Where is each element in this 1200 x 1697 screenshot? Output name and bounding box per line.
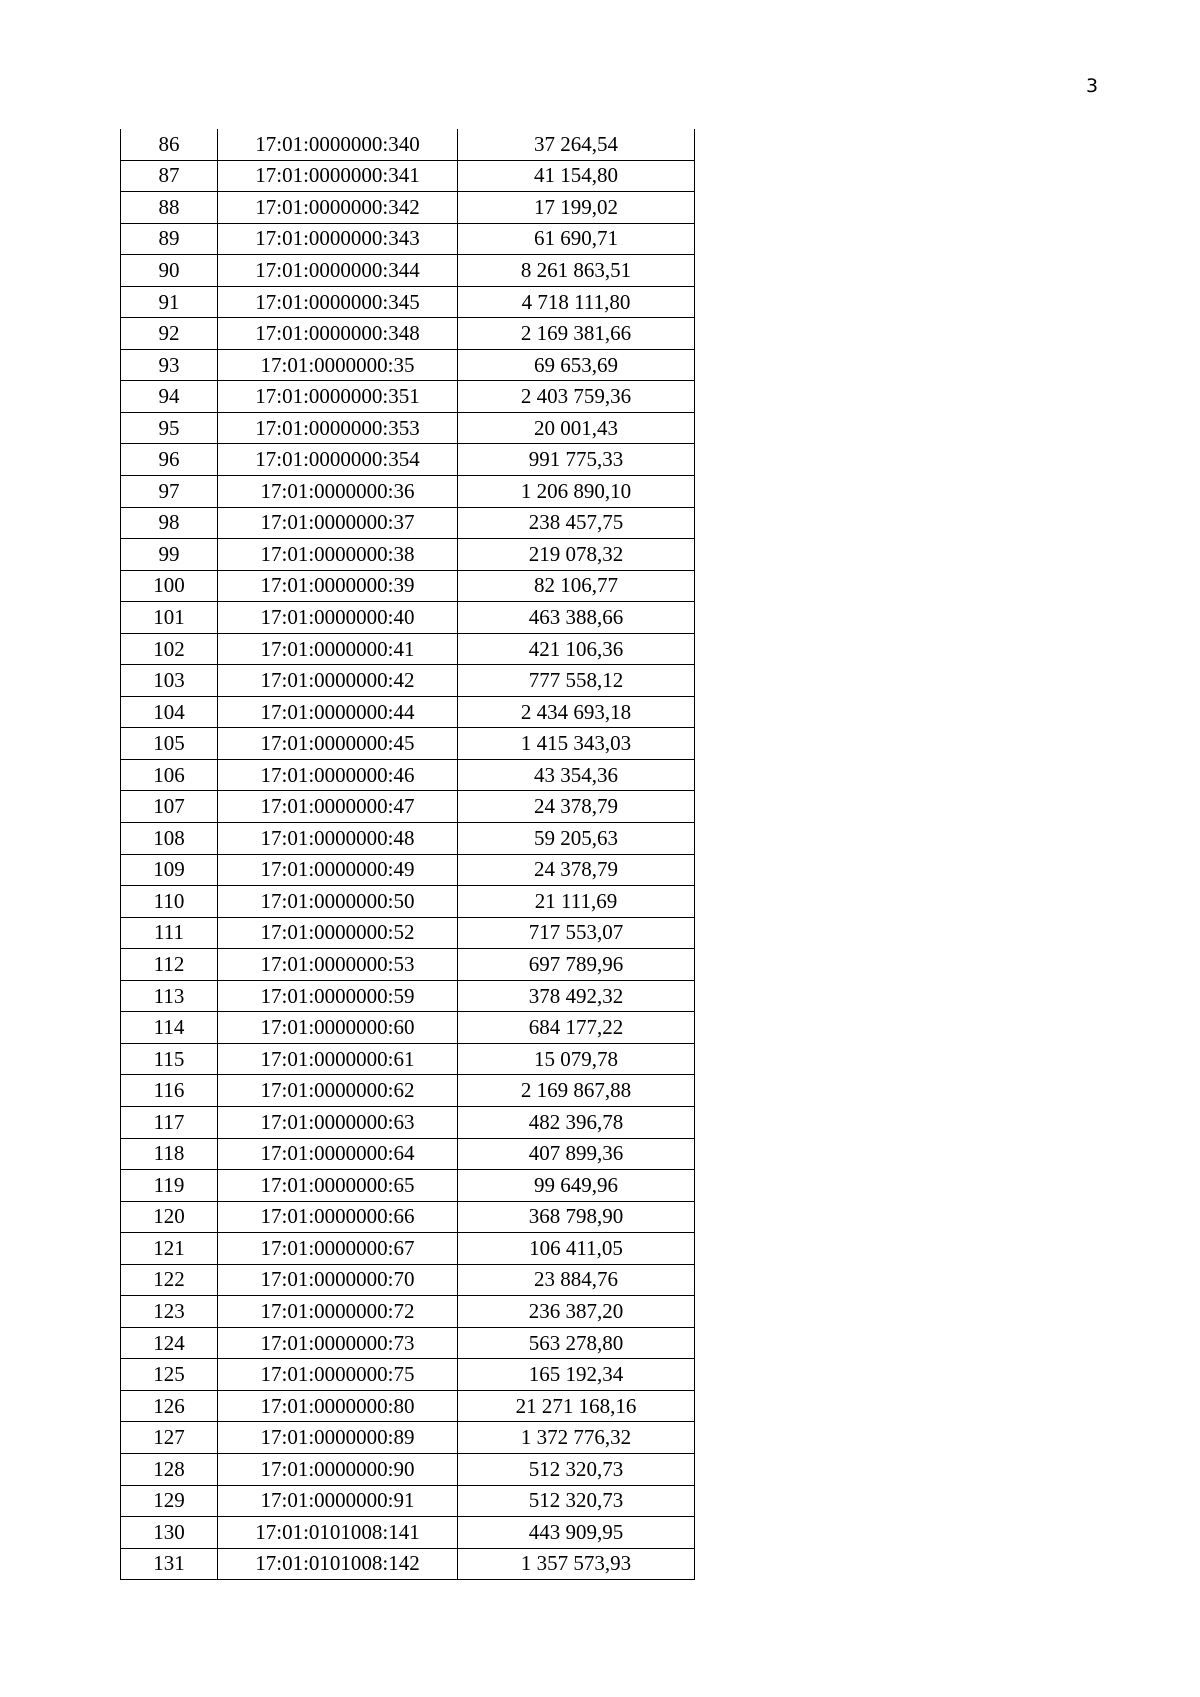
row-number-cell: 118 <box>121 1138 218 1170</box>
cadastral-number-cell: 17:01:0000000:345 <box>218 286 458 318</box>
cadastral-number-cell: 17:01:0000000:341 <box>218 160 458 192</box>
cadastral-value-cell: 59 205,63 <box>458 823 695 855</box>
table-row <box>121 949 695 981</box>
cadastral-number-cell: 17:01:0000000:72 <box>218 1296 458 1328</box>
cadastral-number-cell: 17:01:0000000:52 <box>218 917 458 949</box>
table-row <box>121 633 695 665</box>
cadastral-number-cell: 17:01:0000000:47 <box>218 791 458 823</box>
table-row <box>121 1453 695 1485</box>
cadastral-number-cell: 17:01:0000000:42 <box>218 665 458 697</box>
table-row <box>121 917 695 949</box>
cadastral-number-cell: 17:01:0000000:340 <box>218 129 458 160</box>
cadastral-value-table <box>120 129 695 1580</box>
cadastral-value-cell: 165 192,34 <box>458 1359 695 1391</box>
row-number-cell: 97 <box>121 476 218 508</box>
table-row <box>121 886 695 918</box>
row-number-cell: 125 <box>121 1359 218 1391</box>
table-row <box>121 1517 695 1549</box>
row-number-cell: 116 <box>121 1075 218 1107</box>
cadastral-number-cell: 17:01:0000000:59 <box>218 980 458 1012</box>
row-number-cell: 100 <box>121 570 218 602</box>
table-row <box>121 665 695 697</box>
table-row <box>121 192 695 224</box>
cadastral-number-cell: 17:01:0000000:354 <box>218 444 458 476</box>
cadastral-number-cell: 17:01:0000000:65 <box>218 1170 458 1202</box>
cadastral-number-cell: 17:01:0000000:70 <box>218 1264 458 1296</box>
cadastral-value-cell: 1 357 573,93 <box>458 1548 695 1580</box>
cadastral-value-cell: 69 653,69 <box>458 349 695 381</box>
cadastral-value-cell: 61 690,71 <box>458 223 695 255</box>
row-number-cell: 122 <box>121 1264 218 1296</box>
row-number-cell: 98 <box>121 507 218 539</box>
cadastral-number-cell: 17:01:0000000:64 <box>218 1138 458 1170</box>
cadastral-value-cell: 407 899,36 <box>458 1138 695 1170</box>
table-row <box>121 444 695 476</box>
cadastral-value-cell: 378 492,32 <box>458 980 695 1012</box>
cadastral-value-cell: 697 789,96 <box>458 949 695 981</box>
table-row <box>121 602 695 634</box>
cadastral-number-cell: 17:01:0000000:80 <box>218 1390 458 1422</box>
row-number-cell: 102 <box>121 633 218 665</box>
cadastral-number-cell: 17:01:0101008:142 <box>218 1548 458 1580</box>
cadastral-value-cell: 17 199,02 <box>458 192 695 224</box>
cadastral-number-cell: 17:01:0000000:351 <box>218 381 458 413</box>
cadastral-number-cell: 17:01:0000000:48 <box>218 823 458 855</box>
table-row <box>121 1390 695 1422</box>
cadastral-value-cell: 43 354,36 <box>458 759 695 791</box>
cadastral-number-cell: 17:01:0000000:60 <box>218 1012 458 1044</box>
table-row <box>121 1327 695 1359</box>
row-number-cell: 119 <box>121 1170 218 1202</box>
row-number-cell: 123 <box>121 1296 218 1328</box>
cadastral-number-cell: 17:01:0000000:36 <box>218 476 458 508</box>
cadastral-number-cell: 17:01:0000000:67 <box>218 1233 458 1265</box>
cadastral-value-cell: 236 387,20 <box>458 1296 695 1328</box>
table-row <box>121 1422 695 1454</box>
cadastral-value-cell: 41 154,80 <box>458 160 695 192</box>
table-row <box>121 160 695 192</box>
cadastral-value-cell: 8 261 863,51 <box>458 255 695 287</box>
cadastral-number-cell: 17:01:0000000:41 <box>218 633 458 665</box>
cadastral-value-cell: 24 378,79 <box>458 854 695 886</box>
cadastral-number-cell: 17:01:0000000:91 <box>218 1485 458 1517</box>
cadastral-value-cell: 2 169 867,88 <box>458 1075 695 1107</box>
row-number-cell: 95 <box>121 412 218 444</box>
table-row <box>121 223 695 255</box>
cadastral-value-cell: 2 169 381,66 <box>458 318 695 350</box>
cadastral-value-cell: 4 718 111,80 <box>458 286 695 318</box>
table-row <box>121 255 695 287</box>
row-number-cell: 87 <box>121 160 218 192</box>
table-row <box>121 1548 695 1580</box>
cadastral-value-cell: 1 372 776,32 <box>458 1422 695 1454</box>
table-row <box>121 1075 695 1107</box>
table-row <box>121 539 695 571</box>
cadastral-number-cell: 17:01:0000000:89 <box>218 1422 458 1454</box>
cadastral-value-cell: 99 649,96 <box>458 1170 695 1202</box>
cadastral-value-cell: 512 320,73 <box>458 1485 695 1517</box>
row-number-cell: 131 <box>121 1548 218 1580</box>
row-number-cell: 94 <box>121 381 218 413</box>
cadastral-number-cell: 17:01:0000000:63 <box>218 1106 458 1138</box>
cadastral-number-cell: 17:01:0000000:353 <box>218 412 458 444</box>
row-number-cell: 101 <box>121 602 218 634</box>
cadastral-value-cell: 777 558,12 <box>458 665 695 697</box>
row-number-cell: 124 <box>121 1327 218 1359</box>
cadastral-number-cell: 17:01:0000000:66 <box>218 1201 458 1233</box>
cadastral-value-cell: 717 553,07 <box>458 917 695 949</box>
table-row <box>121 381 695 413</box>
table-row <box>121 129 695 160</box>
table-row <box>121 854 695 886</box>
cadastral-value-cell: 563 278,80 <box>458 1327 695 1359</box>
row-number-cell: 99 <box>121 539 218 571</box>
cadastral-number-cell: 17:01:0000000:343 <box>218 223 458 255</box>
cadastral-value-cell: 1 206 890,10 <box>458 476 695 508</box>
row-number-cell: 120 <box>121 1201 218 1233</box>
table-row <box>121 728 695 760</box>
cadastral-number-cell: 17:01:0000000:46 <box>218 759 458 791</box>
cadastral-number-cell: 17:01:0000000:50 <box>218 886 458 918</box>
row-number-cell: 110 <box>121 886 218 918</box>
row-number-cell: 113 <box>121 980 218 1012</box>
table-row <box>121 286 695 318</box>
row-number-cell: 90 <box>121 255 218 287</box>
table-row <box>121 1233 695 1265</box>
cadastral-number-cell: 17:01:0101008:141 <box>218 1517 458 1549</box>
cadastral-value-cell: 37 264,54 <box>458 129 695 160</box>
cadastral-number-cell: 17:01:0000000:37 <box>218 507 458 539</box>
cadastral-value-cell: 684 177,22 <box>458 1012 695 1044</box>
cadastral-number-cell: 17:01:0000000:348 <box>218 318 458 350</box>
row-number-cell: 127 <box>121 1422 218 1454</box>
cadastral-value-cell: 82 106,77 <box>458 570 695 602</box>
cadastral-value-cell: 482 396,78 <box>458 1106 695 1138</box>
table-row <box>121 570 695 602</box>
cadastral-value-cell: 24 378,79 <box>458 791 695 823</box>
cadastral-value-cell: 368 798,90 <box>458 1201 695 1233</box>
table-row <box>121 349 695 381</box>
row-number-cell: 105 <box>121 728 218 760</box>
cadastral-value-cell: 23 884,76 <box>458 1264 695 1296</box>
table-row <box>121 1043 695 1075</box>
row-number-cell: 96 <box>121 444 218 476</box>
cadastral-number-cell: 17:01:0000000:38 <box>218 539 458 571</box>
cadastral-number-cell: 17:01:0000000:35 <box>218 349 458 381</box>
row-number-cell: 128 <box>121 1453 218 1485</box>
row-number-cell: 88 <box>121 192 218 224</box>
row-number-cell: 107 <box>121 791 218 823</box>
row-number-cell: 86 <box>121 129 218 160</box>
cadastral-number-cell: 17:01:0000000:61 <box>218 1043 458 1075</box>
table-row <box>121 318 695 350</box>
table-row <box>121 507 695 539</box>
table-row <box>121 980 695 1012</box>
cadastral-value-cell: 991 775,33 <box>458 444 695 476</box>
cadastral-number-cell: 17:01:0000000:39 <box>218 570 458 602</box>
row-number-cell: 126 <box>121 1390 218 1422</box>
row-number-cell: 130 <box>121 1517 218 1549</box>
row-number-cell: 109 <box>121 854 218 886</box>
cadastral-value-cell: 2 434 693,18 <box>458 696 695 728</box>
table-row <box>121 791 695 823</box>
cadastral-value-cell: 1 415 343,03 <box>458 728 695 760</box>
cadastral-number-cell: 17:01:0000000:40 <box>218 602 458 634</box>
cadastral-value-cell: 20 001,43 <box>458 412 695 444</box>
table-row <box>121 759 695 791</box>
page-number: 3 <box>1085 75 1099 97</box>
cadastral-number-cell: 17:01:0000000:45 <box>218 728 458 760</box>
table-row <box>121 1485 695 1517</box>
row-number-cell: 104 <box>121 696 218 728</box>
row-number-cell: 115 <box>121 1043 218 1075</box>
row-number-cell: 92 <box>121 318 218 350</box>
table-row <box>121 1264 695 1296</box>
row-number-cell: 112 <box>121 949 218 981</box>
cadastral-value-cell: 21 111,69 <box>458 886 695 918</box>
row-number-cell: 106 <box>121 759 218 791</box>
cadastral-number-cell: 17:01:0000000:62 <box>218 1075 458 1107</box>
cadastral-value-cell: 512 320,73 <box>458 1453 695 1485</box>
cadastral-value-cell: 2 403 759,36 <box>458 381 695 413</box>
cadastral-number-cell: 17:01:0000000:49 <box>218 854 458 886</box>
cadastral-value-cell: 21 271 168,16 <box>458 1390 695 1422</box>
cadastral-value-cell: 463 388,66 <box>458 602 695 634</box>
row-number-cell: 121 <box>121 1233 218 1265</box>
cadastral-value-cell: 219 078,32 <box>458 539 695 571</box>
table-row <box>121 1106 695 1138</box>
row-number-cell: 91 <box>121 286 218 318</box>
cadastral-value-cell: 106 411,05 <box>458 1233 695 1265</box>
row-number-cell: 129 <box>121 1485 218 1517</box>
cadastral-number-cell: 17:01:0000000:342 <box>218 192 458 224</box>
row-number-cell: 117 <box>121 1106 218 1138</box>
cadastral-number-cell: 17:01:0000000:73 <box>218 1327 458 1359</box>
table-row <box>121 1359 695 1391</box>
table-row <box>121 1138 695 1170</box>
table-row <box>121 1012 695 1044</box>
cadastral-value-cell: 15 079,78 <box>458 1043 695 1075</box>
cadastral-value-cell: 238 457,75 <box>458 507 695 539</box>
table-row <box>121 476 695 508</box>
row-number-cell: 103 <box>121 665 218 697</box>
cadastral-number-cell: 17:01:0000000:44 <box>218 696 458 728</box>
table-row <box>121 1201 695 1233</box>
cadastral-value-cell: 443 909,95 <box>458 1517 695 1549</box>
row-number-cell: 114 <box>121 1012 218 1044</box>
cadastral-number-cell: 17:01:0000000:75 <box>218 1359 458 1391</box>
table-row <box>121 1170 695 1202</box>
row-number-cell: 93 <box>121 349 218 381</box>
cadastral-number-cell: 17:01:0000000:53 <box>218 949 458 981</box>
table-row <box>121 823 695 855</box>
row-number-cell: 111 <box>121 917 218 949</box>
table-body <box>121 129 695 1580</box>
cadastral-value-cell: 421 106,36 <box>458 633 695 665</box>
table-row <box>121 1296 695 1328</box>
cadastral-number-cell: 17:01:0000000:90 <box>218 1453 458 1485</box>
cadastral-number-cell: 17:01:0000000:344 <box>218 255 458 287</box>
table-row <box>121 412 695 444</box>
row-number-cell: 89 <box>121 223 218 255</box>
table-row <box>121 696 695 728</box>
row-number-cell: 108 <box>121 823 218 855</box>
